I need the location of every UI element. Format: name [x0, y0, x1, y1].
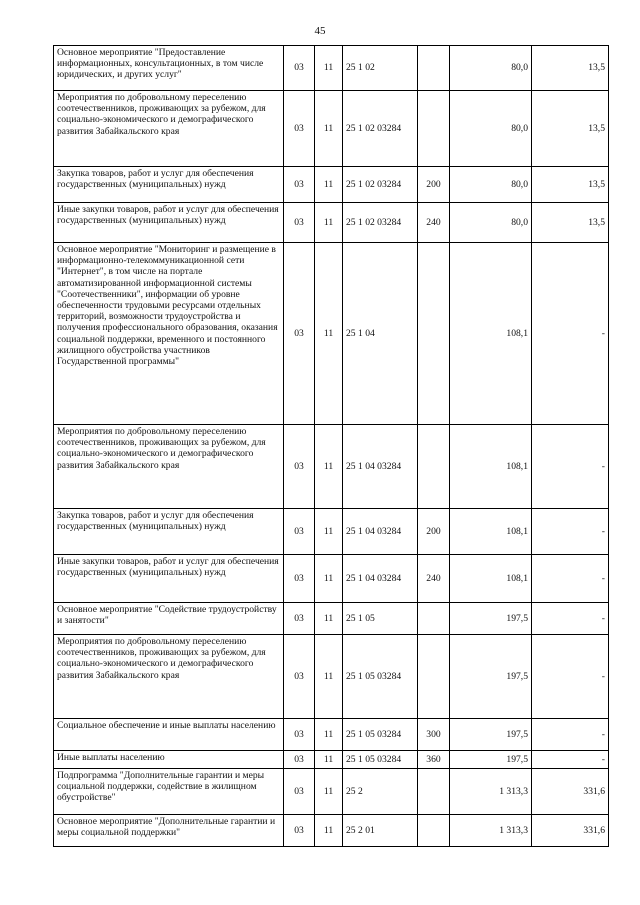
table-row — [54, 815, 609, 847]
row-amount-2-cell: - — [532, 603, 609, 635]
table-row — [54, 603, 609, 635]
row-name-cell: Основное мероприятие "Мониторинг и размещение в информационно-телекоммуникационной сети "Интернет", в том числе на портале автоматизированной информационной системы "Соотечественники", информации об уровне обеспеченности трудовыми ресурсами отдельных территорий, возможности трудоустройства и получения профессионального образования, оказания социальной поддержки, временного и постоянного жилищного обустройства участников Государственной программы" — [54, 243, 284, 425]
row-section-cell: 03 — [284, 635, 315, 719]
row-name-cell: Иные выплаты населению — [54, 751, 284, 769]
row-subsection-cell: 11 — [315, 243, 343, 425]
row-section-cell: 03 — [284, 425, 315, 509]
row-amount-1-cell: 197,5 — [450, 719, 532, 751]
row-name-cell: Мероприятия по добровольному переселению соотечественников, проживающих за рубежом, для социально-экономического и демографического развития Забайкальского края — [54, 91, 284, 167]
row-section-cell: 03 — [284, 751, 315, 769]
row-target-article-cell: 25 1 05 — [343, 603, 418, 635]
row-name-cell: Мероприятия по добровольному переселению соотечественников, проживающих за рубежом, для социально-экономического и демографического развития Забайкальского края — [54, 635, 284, 719]
row-target-article-cell: 25 1 02 03284 — [343, 203, 418, 243]
row-amount-1-cell: 197,5 — [450, 635, 532, 719]
row-subsection-cell: 11 — [315, 555, 343, 603]
row-expense-type-cell: 240 — [418, 555, 450, 603]
row-amount-1-cell: 108,1 — [450, 509, 532, 555]
row-target-article-cell: 25 2 01 — [343, 815, 418, 847]
row-name-cell: Иные закупки товаров, работ и услуг для обеспечения государственных (муниципальных) нужд — [54, 555, 284, 603]
table-row — [54, 46, 609, 91]
row-subsection-cell: 11 — [315, 425, 343, 509]
table-row — [54, 167, 609, 203]
row-subsection-cell: 11 — [315, 203, 343, 243]
row-amount-2-cell: 13,5 — [532, 91, 609, 167]
row-expense-type-cell: 200 — [418, 509, 450, 555]
row-expense-type-cell: 360 — [418, 751, 450, 769]
row-expense-type-cell — [418, 243, 450, 425]
table-row — [54, 243, 609, 425]
row-target-article-cell: 25 2 — [343, 769, 418, 815]
row-amount-1-cell: 80,0 — [450, 203, 532, 243]
row-amount-2-cell: - — [532, 243, 609, 425]
row-section-cell: 03 — [284, 509, 315, 555]
row-target-article-cell: 25 1 04 — [343, 243, 418, 425]
row-name-cell: Основное мероприятие "Дополнительные гарантии и меры социальной поддержки" — [54, 815, 284, 847]
row-subsection-cell: 11 — [315, 719, 343, 751]
row-target-article-cell: 25 1 02 03284 — [343, 167, 418, 203]
row-amount-2-cell: - — [532, 509, 609, 555]
row-amount-1-cell: 1 313,3 — [450, 769, 532, 815]
row-amount-1-cell: 197,5 — [450, 603, 532, 635]
row-amount-2-cell: - — [532, 635, 609, 719]
row-expense-type-cell — [418, 815, 450, 847]
row-amount-1-cell: 108,1 — [450, 243, 532, 425]
row-amount-2-cell: 331,6 — [532, 769, 609, 815]
row-subsection-cell: 11 — [315, 167, 343, 203]
row-expense-type-cell: 200 — [418, 167, 450, 203]
table-row — [54, 509, 609, 555]
row-target-article-cell: 25 1 04 03284 — [343, 509, 418, 555]
row-subsection-cell: 11 — [315, 46, 343, 91]
table-row — [54, 91, 609, 167]
row-amount-1-cell: 197,5 — [450, 751, 532, 769]
row-expense-type-cell — [418, 635, 450, 719]
row-amount-2-cell: 13,5 — [532, 167, 609, 203]
budget-table — [53, 45, 609, 847]
row-expense-type-cell — [418, 425, 450, 509]
row-amount-1-cell: 80,0 — [450, 167, 532, 203]
row-amount-2-cell: 13,5 — [532, 203, 609, 243]
row-section-cell: 03 — [284, 815, 315, 847]
row-subsection-cell: 11 — [315, 91, 343, 167]
table-row — [54, 425, 609, 509]
row-expense-type-cell — [418, 91, 450, 167]
table-row — [54, 719, 609, 751]
row-section-cell: 03 — [284, 603, 315, 635]
row-section-cell: 03 — [284, 243, 315, 425]
row-amount-2-cell: - — [532, 719, 609, 751]
row-subsection-cell: 11 — [315, 751, 343, 769]
row-target-article-cell: 25 1 05 03284 — [343, 719, 418, 751]
row-name-cell: Подпрограмма "Дополнительные гарантии и меры социальной поддержки, содействие в жилищном обустройстве" — [54, 769, 284, 815]
row-subsection-cell: 11 — [315, 769, 343, 815]
row-amount-1-cell: 80,0 — [450, 91, 532, 167]
row-expense-type-cell — [418, 603, 450, 635]
table-row — [54, 751, 609, 769]
row-name-cell: Основное мероприятие "Предоставление информационных, консультационных, в том числе юридических, и других услуг" — [54, 46, 284, 91]
row-target-article-cell: 25 1 02 — [343, 46, 418, 91]
row-name-cell: Социальное обеспечение и иные выплаты населению — [54, 719, 284, 751]
row-subsection-cell: 11 — [315, 603, 343, 635]
row-section-cell: 03 — [284, 46, 315, 91]
row-section-cell: 03 — [284, 719, 315, 751]
row-amount-1-cell: 108,1 — [450, 425, 532, 509]
row-amount-2-cell: 13,5 — [532, 46, 609, 91]
row-subsection-cell: 11 — [315, 509, 343, 555]
row-name-cell: Мероприятия по добровольному переселению соотечественников, проживающих за рубежом, для социально-экономического и демографического развития Забайкальского края — [54, 425, 284, 509]
row-amount-2-cell: - — [532, 751, 609, 769]
row-subsection-cell: 11 — [315, 635, 343, 719]
row-expense-type-cell — [418, 46, 450, 91]
row-section-cell: 03 — [284, 203, 315, 243]
table-row — [54, 635, 609, 719]
row-name-cell: Иные закупки товаров, работ и услуг для обеспечения государственных (муниципальных) нужд — [54, 203, 284, 243]
row-target-article-cell: 25 1 02 03284 — [343, 91, 418, 167]
row-expense-type-cell — [418, 769, 450, 815]
row-section-cell: 03 — [284, 769, 315, 815]
row-amount-1-cell: 108,1 — [450, 555, 532, 603]
row-expense-type-cell: 240 — [418, 203, 450, 243]
row-expense-type-cell: 300 — [418, 719, 450, 751]
row-section-cell: 03 — [284, 555, 315, 603]
table-row — [54, 555, 609, 603]
row-amount-2-cell: 331,6 — [532, 815, 609, 847]
row-name-cell: Закупка товаров, работ и услуг для обеспечения государственных (муниципальных) нужд — [54, 167, 284, 203]
row-amount-1-cell: 80,0 — [450, 46, 532, 91]
row-target-article-cell: 25 1 04 03284 — [343, 555, 418, 603]
row-section-cell: 03 — [284, 91, 315, 167]
row-amount-1-cell: 1 313,3 — [450, 815, 532, 847]
table-row — [54, 203, 609, 243]
row-amount-2-cell: - — [532, 555, 609, 603]
page-number: 45 — [314, 25, 326, 37]
row-section-cell: 03 — [284, 167, 315, 203]
table-row — [54, 769, 609, 815]
row-target-article-cell: 25 1 04 03284 — [343, 425, 418, 509]
row-name-cell: Закупка товаров, работ и услуг для обеспечения государственных (муниципальных) нужд — [54, 509, 284, 555]
row-amount-2-cell: - — [532, 425, 609, 509]
row-target-article-cell: 25 1 05 03284 — [343, 635, 418, 719]
row-name-cell: Основное мероприятие "Содействие трудоустройству и занятости" — [54, 603, 284, 635]
row-subsection-cell: 11 — [315, 815, 343, 847]
row-target-article-cell: 25 1 05 03284 — [343, 751, 418, 769]
